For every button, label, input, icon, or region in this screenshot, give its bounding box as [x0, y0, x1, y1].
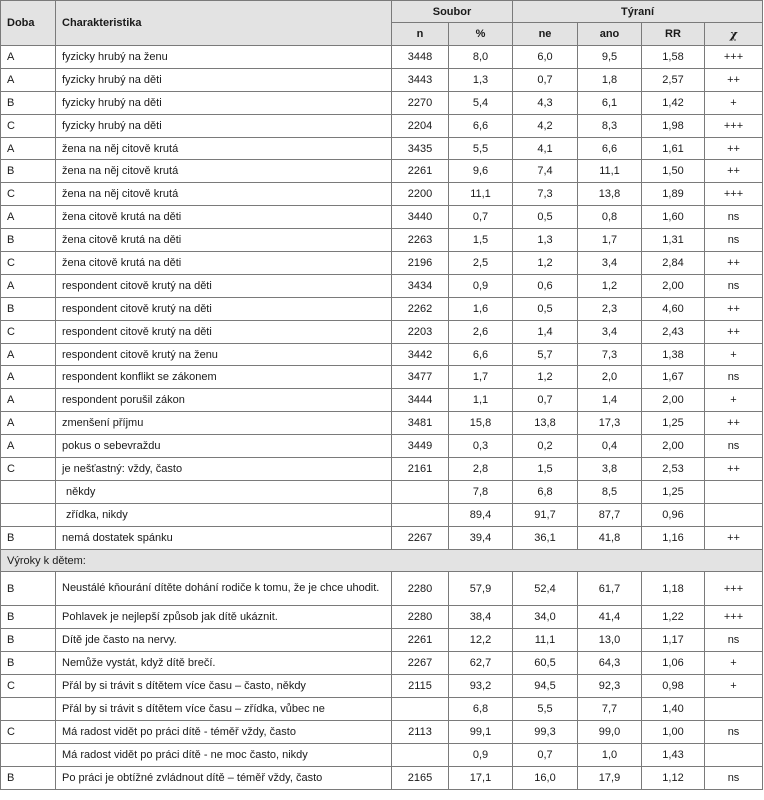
- cell-n: 2267: [392, 526, 449, 549]
- cell-charakteristika: fyzicky hrubý na děti: [56, 91, 392, 114]
- cell-pct: 1,6: [449, 297, 513, 320]
- table-body-statements: [1, 572, 763, 789]
- cell-ne: 0,7: [513, 389, 578, 412]
- cell-charakteristika: Neustálé kňourání dítěte dohání rodiče k tomu, že je chce uhodit.: [56, 572, 392, 606]
- table-row: [1, 766, 763, 789]
- table-row: [1, 675, 763, 698]
- cell-n: 2113: [392, 720, 449, 743]
- cell-rr: 1,43: [642, 743, 705, 766]
- cell-pct: 2,6: [449, 320, 513, 343]
- cell-doba: B: [1, 160, 56, 183]
- cell-n: 2165: [392, 766, 449, 789]
- cell-chi: ns: [705, 274, 763, 297]
- cell-chi: +: [705, 343, 763, 366]
- cell-charakteristika: fyzicky hrubý na ženu: [56, 46, 392, 69]
- cell-charakteristika: Po práci je obtížné zvládnout dítě – téměř vždy, často: [56, 766, 392, 789]
- cell-ne: 0,6: [513, 274, 578, 297]
- cell-pct: 12,2: [449, 629, 513, 652]
- cell-pct: 6,6: [449, 343, 513, 366]
- cell-ano: 17,3: [578, 412, 642, 435]
- cell-pct: 6,8: [449, 698, 513, 721]
- cell-chi: +++: [705, 114, 763, 137]
- cell-pct: 9,6: [449, 160, 513, 183]
- cell-pct: 2,5: [449, 252, 513, 275]
- cell-n: 3449: [392, 435, 449, 458]
- table-row: [1, 412, 763, 435]
- table-row: [1, 160, 763, 183]
- cell-charakteristika: žena na něj citově krutá: [56, 160, 392, 183]
- cell-doba: A: [1, 343, 56, 366]
- cell-chi: ++: [705, 320, 763, 343]
- cell-ano: 41,8: [578, 526, 642, 549]
- cell-ano: 1,7: [578, 229, 642, 252]
- cell-ano: 13,0: [578, 629, 642, 652]
- cell-pct: 15,8: [449, 412, 513, 435]
- cell-charakteristika: Nemůže vystát, když dítě brečí.: [56, 652, 392, 675]
- cell-ano: 0,4: [578, 435, 642, 458]
- cell-ano: 64,3: [578, 652, 642, 675]
- cell-ne: 1,5: [513, 458, 578, 481]
- cell-ne: 99,3: [513, 720, 578, 743]
- cell-ano: 1,0: [578, 743, 642, 766]
- cell-ano: 11,1: [578, 160, 642, 183]
- cell-ano: 8,3: [578, 114, 642, 137]
- cell-charakteristika: žena na něj citově krutá: [56, 183, 392, 206]
- cell-doba: C: [1, 320, 56, 343]
- cell-rr: 2,43: [642, 320, 705, 343]
- cell-doba: [1, 698, 56, 721]
- cell-pct: 62,7: [449, 652, 513, 675]
- cell-rr: 1,38: [642, 343, 705, 366]
- cell-charakteristika: respondent konflikt se zákonem: [56, 366, 392, 389]
- cell-n: 2261: [392, 160, 449, 183]
- cell-charakteristika: respondent citově krutý na děti: [56, 274, 392, 297]
- table-row: [1, 458, 763, 481]
- table-row: [1, 743, 763, 766]
- cell-ne: 4,3: [513, 91, 578, 114]
- cell-ne: 1,2: [513, 252, 578, 275]
- cell-ano: 6,6: [578, 137, 642, 160]
- cell-ne: 6,8: [513, 480, 578, 503]
- cell-ne: 16,0: [513, 766, 578, 789]
- cell-chi: ns: [705, 766, 763, 789]
- cell-doba: A: [1, 274, 56, 297]
- table-row: [1, 206, 763, 229]
- cell-doba: A: [1, 46, 56, 69]
- cell-n: 2200: [392, 183, 449, 206]
- cell-ne: 5,5: [513, 698, 578, 721]
- header-doba: Doba: [1, 1, 56, 46]
- cell-chi: [705, 743, 763, 766]
- cell-ano: 13,8: [578, 183, 642, 206]
- cell-pct: 89,4: [449, 503, 513, 526]
- cell-charakteristika: Dítě jde často na nervy.: [56, 629, 392, 652]
- cell-n: 2196: [392, 252, 449, 275]
- cell-chi: +: [705, 675, 763, 698]
- cell-charakteristika: pokus o sebevraždu: [56, 435, 392, 458]
- cell-ne: 7,3: [513, 183, 578, 206]
- cell-charakteristika: žena na něj citově krutá: [56, 137, 392, 160]
- cell-doba: C: [1, 458, 56, 481]
- cell-charakteristika: je nešťastný: vždy, často: [56, 458, 392, 481]
- cell-charakteristika: respondent citově krutý na děti: [56, 297, 392, 320]
- cell-n: 2280: [392, 572, 449, 606]
- cell-rr: 4,60: [642, 297, 705, 320]
- table-row: [1, 652, 763, 675]
- cell-pct: 8,0: [449, 46, 513, 69]
- cell-doba: [1, 503, 56, 526]
- cell-rr: 1,00: [642, 720, 705, 743]
- cell-rr: 1,98: [642, 114, 705, 137]
- cell-n: 2270: [392, 91, 449, 114]
- cell-rr: 1,31: [642, 229, 705, 252]
- cell-rr: 1,61: [642, 137, 705, 160]
- table-row: [1, 629, 763, 652]
- cell-ne: 11,1: [513, 629, 578, 652]
- cell-pct: 0,7: [449, 206, 513, 229]
- cell-rr: 1,60: [642, 206, 705, 229]
- cell-ne: 6,0: [513, 46, 578, 69]
- table-row: [1, 320, 763, 343]
- cell-pct: 93,2: [449, 675, 513, 698]
- cell-doba: B: [1, 297, 56, 320]
- header-soubor: Soubor: [392, 1, 513, 23]
- cell-chi: ns: [705, 366, 763, 389]
- table-row: [1, 46, 763, 69]
- cell-n: 3477: [392, 366, 449, 389]
- table-header: [1, 1, 763, 46]
- cell-doba: A: [1, 366, 56, 389]
- cell-rr: 2,53: [642, 458, 705, 481]
- cell-n: 2262: [392, 297, 449, 320]
- cell-ne: 13,8: [513, 412, 578, 435]
- cell-pct: 99,1: [449, 720, 513, 743]
- cell-chi: +++: [705, 572, 763, 606]
- cell-pct: 1,3: [449, 68, 513, 91]
- cell-rr: 1,22: [642, 606, 705, 629]
- table-row: [1, 183, 763, 206]
- cell-ne: 7,4: [513, 160, 578, 183]
- cell-charakteristika: Má radost vidět po práci dítě - ne moc často, nikdy: [56, 743, 392, 766]
- cell-doba: B: [1, 572, 56, 606]
- cell-n: 3481: [392, 412, 449, 435]
- cell-chi: ++: [705, 252, 763, 275]
- cell-chi: ++: [705, 412, 763, 435]
- cell-chi: +++: [705, 46, 763, 69]
- cell-chi: +: [705, 389, 763, 412]
- table-row: [1, 274, 763, 297]
- cell-ne: 0,5: [513, 297, 578, 320]
- cell-ne: 94,5: [513, 675, 578, 698]
- cell-doba: C: [1, 720, 56, 743]
- header-chi: χ: [705, 23, 763, 46]
- cell-ano: 9,5: [578, 46, 642, 69]
- cell-rr: 2,00: [642, 435, 705, 458]
- cell-ne: 1,4: [513, 320, 578, 343]
- cell-pct: 5,5: [449, 137, 513, 160]
- cell-doba: C: [1, 114, 56, 137]
- cell-pct: 7,8: [449, 480, 513, 503]
- table-section: [1, 549, 763, 572]
- cell-ne: 0,7: [513, 743, 578, 766]
- cell-n: 2115: [392, 675, 449, 698]
- header-charakteristika: Charakteristika: [56, 1, 392, 46]
- cell-chi: +++: [705, 183, 763, 206]
- cell-pct: 5,4: [449, 91, 513, 114]
- table-row: [1, 480, 763, 503]
- cell-n: 3435: [392, 137, 449, 160]
- cell-ano: 7,7: [578, 698, 642, 721]
- cell-chi: ns: [705, 435, 763, 458]
- cell-ano: 2,3: [578, 297, 642, 320]
- cell-rr: 1,16: [642, 526, 705, 549]
- cell-rr: 0,96: [642, 503, 705, 526]
- cell-pct: 1,7: [449, 366, 513, 389]
- cell-pct: 0,3: [449, 435, 513, 458]
- cell-ne: 1,3: [513, 229, 578, 252]
- table-row: [1, 137, 763, 160]
- cell-rr: 2,57: [642, 68, 705, 91]
- cell-ano: 3,4: [578, 320, 642, 343]
- header-n: n: [392, 23, 449, 46]
- cell-doba: B: [1, 766, 56, 789]
- cell-n: 3443: [392, 68, 449, 91]
- table-row: [1, 606, 763, 629]
- header-ano: ano: [578, 23, 642, 46]
- cell-ano: 17,9: [578, 766, 642, 789]
- cell-rr: 1,17: [642, 629, 705, 652]
- cell-ne: 36,1: [513, 526, 578, 549]
- cell-rr: 1,58: [642, 46, 705, 69]
- cell-chi: ++: [705, 68, 763, 91]
- cell-n: [392, 743, 449, 766]
- table-row: [1, 297, 763, 320]
- cell-doba: A: [1, 206, 56, 229]
- cell-charakteristika: fyzicky hrubý na děti: [56, 114, 392, 137]
- cell-charakteristika: respondent porušil zákon: [56, 389, 392, 412]
- cell-pct: 11,1: [449, 183, 513, 206]
- cell-chi: ++: [705, 526, 763, 549]
- cell-doba: C: [1, 675, 56, 698]
- cell-doba: C: [1, 252, 56, 275]
- cell-n: [392, 480, 449, 503]
- cell-charakteristika: Pohlavek je nejlepší způsob jak dítě ukáznit.: [56, 606, 392, 629]
- cell-doba: A: [1, 412, 56, 435]
- cell-rr: 1,18: [642, 572, 705, 606]
- cell-chi: ++: [705, 137, 763, 160]
- cell-ne: 91,7: [513, 503, 578, 526]
- cell-chi: ns: [705, 720, 763, 743]
- cell-chi: ++: [705, 458, 763, 481]
- cell-ne: 4,2: [513, 114, 578, 137]
- cell-ne: 34,0: [513, 606, 578, 629]
- cell-pct: 1,1: [449, 389, 513, 412]
- cell-charakteristika: respondent citově krutý na ženu: [56, 343, 392, 366]
- cell-pct: 2,8: [449, 458, 513, 481]
- table-row: [1, 503, 763, 526]
- cell-charakteristika: Přál by si trávit s dítětem více času – zřídka, vůbec ne: [56, 698, 392, 721]
- cell-n: 3444: [392, 389, 449, 412]
- cell-ano: 3,8: [578, 458, 642, 481]
- cell-n: 3448: [392, 46, 449, 69]
- table-row: [1, 114, 763, 137]
- cell-rr: 1,50: [642, 160, 705, 183]
- cell-rr: 1,67: [642, 366, 705, 389]
- cell-ne: 0,7: [513, 68, 578, 91]
- table-row: [1, 68, 763, 91]
- table-row: [1, 229, 763, 252]
- cell-ano: 87,7: [578, 503, 642, 526]
- cell-rr: 1,25: [642, 412, 705, 435]
- cell-rr: 1,42: [642, 91, 705, 114]
- cell-n: 2161: [392, 458, 449, 481]
- cell-ne: 4,1: [513, 137, 578, 160]
- cell-pct: 0,9: [449, 274, 513, 297]
- cell-charakteristika: žena citově krutá na děti: [56, 252, 392, 275]
- cell-charakteristika: respondent citově krutý na děti: [56, 320, 392, 343]
- cell-n: 2280: [392, 606, 449, 629]
- cell-doba: [1, 743, 56, 766]
- cell-chi: [705, 480, 763, 503]
- cell-doba: B: [1, 606, 56, 629]
- cell-n: 2204: [392, 114, 449, 137]
- cell-n: 3442: [392, 343, 449, 366]
- table-row: [1, 720, 763, 743]
- cell-ano: 61,7: [578, 572, 642, 606]
- cell-chi: ns: [705, 229, 763, 252]
- cell-charakteristika: žena citově krutá na děti: [56, 206, 392, 229]
- header-ne: ne: [513, 23, 578, 46]
- cell-charakteristika: Má radost vidět po práci dítě - téměř vždy, často: [56, 720, 392, 743]
- cell-doba: B: [1, 652, 56, 675]
- cell-ano: 6,1: [578, 91, 642, 114]
- cell-ano: 41,4: [578, 606, 642, 629]
- table-row: [1, 91, 763, 114]
- cell-charakteristika: někdy: [56, 480, 392, 503]
- cell-doba: B: [1, 91, 56, 114]
- cell-rr: 1,06: [642, 652, 705, 675]
- cell-doba: A: [1, 389, 56, 412]
- cell-ano: 7,3: [578, 343, 642, 366]
- cell-pct: 0,9: [449, 743, 513, 766]
- cell-chi: ++: [705, 297, 763, 320]
- cell-doba: A: [1, 137, 56, 160]
- cell-charakteristika: fyzicky hrubý na děti: [56, 68, 392, 91]
- cell-chi: +: [705, 91, 763, 114]
- cell-chi: +: [705, 652, 763, 675]
- cell-chi: ++: [705, 160, 763, 183]
- cell-n: 2263: [392, 229, 449, 252]
- cell-rr: 1,40: [642, 698, 705, 721]
- cell-n: [392, 698, 449, 721]
- cell-n: 3434: [392, 274, 449, 297]
- header-tyrani: Týraní: [513, 1, 763, 23]
- table-row: [1, 389, 763, 412]
- cell-rr: 1,12: [642, 766, 705, 789]
- cell-charakteristika: zřídka, nikdy: [56, 503, 392, 526]
- cell-ne: 60,5: [513, 652, 578, 675]
- table-body-characteristics: [1, 46, 763, 550]
- cell-n: 2203: [392, 320, 449, 343]
- cell-n: 2267: [392, 652, 449, 675]
- cell-doba: C: [1, 183, 56, 206]
- table-row: [1, 698, 763, 721]
- cell-doba: A: [1, 435, 56, 458]
- table-row: [1, 252, 763, 275]
- cell-doba: [1, 480, 56, 503]
- cell-pct: 39,4: [449, 526, 513, 549]
- cell-pct: 17,1: [449, 766, 513, 789]
- cell-doba: B: [1, 229, 56, 252]
- cell-n: 3440: [392, 206, 449, 229]
- table-row: [1, 572, 763, 606]
- cell-charakteristika: zmenšení příjmu: [56, 412, 392, 435]
- cell-n: [392, 503, 449, 526]
- cell-ano: 1,8: [578, 68, 642, 91]
- cell-ano: 1,4: [578, 389, 642, 412]
- cell-ano: 3,4: [578, 252, 642, 275]
- cell-rr: 1,89: [642, 183, 705, 206]
- cell-ano: 1,2: [578, 274, 642, 297]
- cell-n: 2261: [392, 629, 449, 652]
- cell-ne: 52,4: [513, 572, 578, 606]
- header-rr: RR: [642, 23, 705, 46]
- cell-pct: 6,6: [449, 114, 513, 137]
- section-label: Výroky k dětem:: [1, 549, 763, 572]
- cell-chi: +++: [705, 606, 763, 629]
- cell-doba: B: [1, 526, 56, 549]
- cell-rr: 2,00: [642, 389, 705, 412]
- cell-ne: 0,5: [513, 206, 578, 229]
- table-row: [1, 343, 763, 366]
- cell-rr: 1,25: [642, 480, 705, 503]
- cell-ano: 2,0: [578, 366, 642, 389]
- cell-ne: 5,7: [513, 343, 578, 366]
- cell-charakteristika: žena citově krutá na děti: [56, 229, 392, 252]
- cell-rr: 2,00: [642, 274, 705, 297]
- cell-ano: 0,8: [578, 206, 642, 229]
- cell-chi: ns: [705, 206, 763, 229]
- cell-chi: [705, 698, 763, 721]
- table-row: [1, 366, 763, 389]
- cell-ano: 92,3: [578, 675, 642, 698]
- cell-chi: ns: [705, 629, 763, 652]
- cell-ano: 8,5: [578, 480, 642, 503]
- cell-ne: 0,2: [513, 435, 578, 458]
- cell-rr: 2,84: [642, 252, 705, 275]
- cell-charakteristika: nemá dostatek spánku: [56, 526, 392, 549]
- cell-doba: A: [1, 68, 56, 91]
- table-row: [1, 435, 763, 458]
- cell-ano: 99,0: [578, 720, 642, 743]
- cell-ne: 1,2: [513, 366, 578, 389]
- cell-doba: B: [1, 629, 56, 652]
- header-pct: %: [449, 23, 513, 46]
- cell-pct: 38,4: [449, 606, 513, 629]
- cell-pct: 1,5: [449, 229, 513, 252]
- table-row: [1, 526, 763, 549]
- cell-charakteristika: Přál by si trávit s dítětem více času – často, někdy: [56, 675, 392, 698]
- cell-pct: 57,9: [449, 572, 513, 606]
- cell-chi: [705, 503, 763, 526]
- cell-rr: 0,98: [642, 675, 705, 698]
